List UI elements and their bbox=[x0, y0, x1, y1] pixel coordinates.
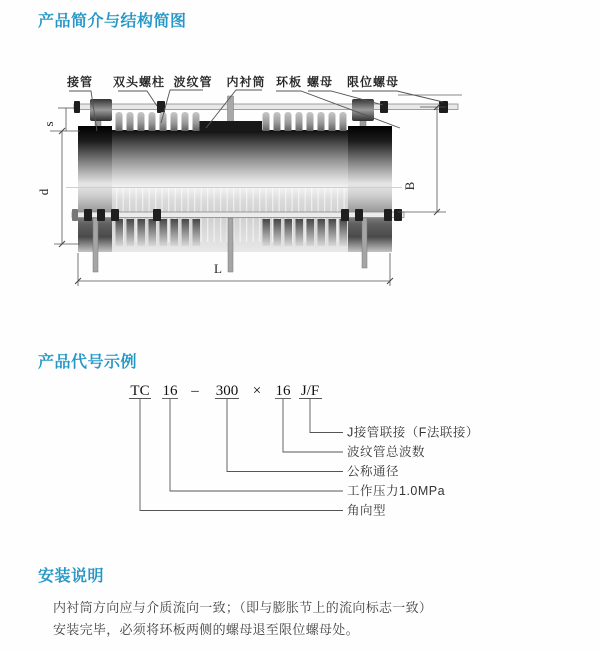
legend-working-pressure: 工作压力1.0MPa bbox=[347, 484, 446, 498]
stud-head bbox=[90, 99, 112, 121]
bellows-top-right bbox=[263, 112, 350, 131]
bellows-bottom-left bbox=[116, 219, 203, 246]
legend-nominal-diameter: 公称通径 bbox=[347, 464, 400, 479]
nut bbox=[84, 209, 92, 221]
part-label-bellows: 波纹管 bbox=[173, 75, 213, 89]
code-token-dash: – bbox=[191, 383, 199, 399]
code-token-pressure: 16 bbox=[162, 383, 178, 399]
limit-nut bbox=[394, 209, 402, 221]
end-pipe-right bbox=[348, 126, 392, 252]
part-labels bbox=[66, 74, 399, 89]
install-line-2: 安装完毕，必须将环板两侧的螺母退至限位螺母处。 bbox=[53, 622, 359, 637]
code-token-waves: 16 bbox=[275, 383, 291, 399]
dim-label-l: L bbox=[214, 261, 222, 276]
code-token-connection: J/F bbox=[300, 383, 320, 399]
legend-wave-count: 波纹管总波数 bbox=[347, 445, 426, 459]
nut bbox=[111, 209, 119, 221]
bellows-bottom-right bbox=[263, 219, 350, 246]
product-code bbox=[130, 383, 319, 399]
install-line-1: 内衬筒方向应与介质流向一致；（即与膨胀节上的流向标志一致） bbox=[53, 600, 433, 615]
nut bbox=[74, 101, 80, 113]
part-label-stud: 双头螺柱 bbox=[112, 75, 166, 89]
bellows-top-left bbox=[116, 112, 203, 131]
section-heading-code-example: 产品代号示例 bbox=[38, 354, 138, 371]
install-instructions bbox=[53, 597, 432, 641]
nut bbox=[97, 209, 105, 221]
dim-label-d: d bbox=[36, 188, 51, 196]
section-heading-install: 安装说明 bbox=[38, 568, 105, 585]
part-label-ring-plate: 环板 bbox=[275, 75, 303, 89]
section-heading-intro: 产品简介与结构简图 bbox=[38, 13, 187, 30]
dim-label-s: s bbox=[41, 121, 56, 127]
part-label-limit-nut: 限位螺母 bbox=[346, 75, 400, 89]
nut bbox=[153, 209, 161, 221]
part-label-liner: 内衬筒 bbox=[226, 75, 266, 89]
code-token-diameter: 300 bbox=[215, 383, 239, 399]
joint-body bbox=[66, 112, 402, 252]
dim-label-b: B bbox=[402, 181, 417, 191]
code-legend bbox=[347, 425, 479, 518]
nut bbox=[355, 209, 363, 221]
nut bbox=[380, 101, 388, 113]
code-token-type: TC bbox=[130, 383, 150, 399]
stud-head bbox=[352, 99, 374, 121]
part-label-nut: 螺母 bbox=[306, 75, 334, 89]
part-label-pipe: 接管 bbox=[66, 75, 94, 89]
legend-connection: J接管联接（F法联接） bbox=[347, 425, 479, 440]
legend-angular-type: 角向型 bbox=[347, 503, 387, 518]
code-token-times: × bbox=[252, 383, 262, 399]
nut bbox=[341, 209, 349, 221]
code-leader-lines bbox=[129, 399, 343, 511]
nut bbox=[384, 209, 392, 221]
